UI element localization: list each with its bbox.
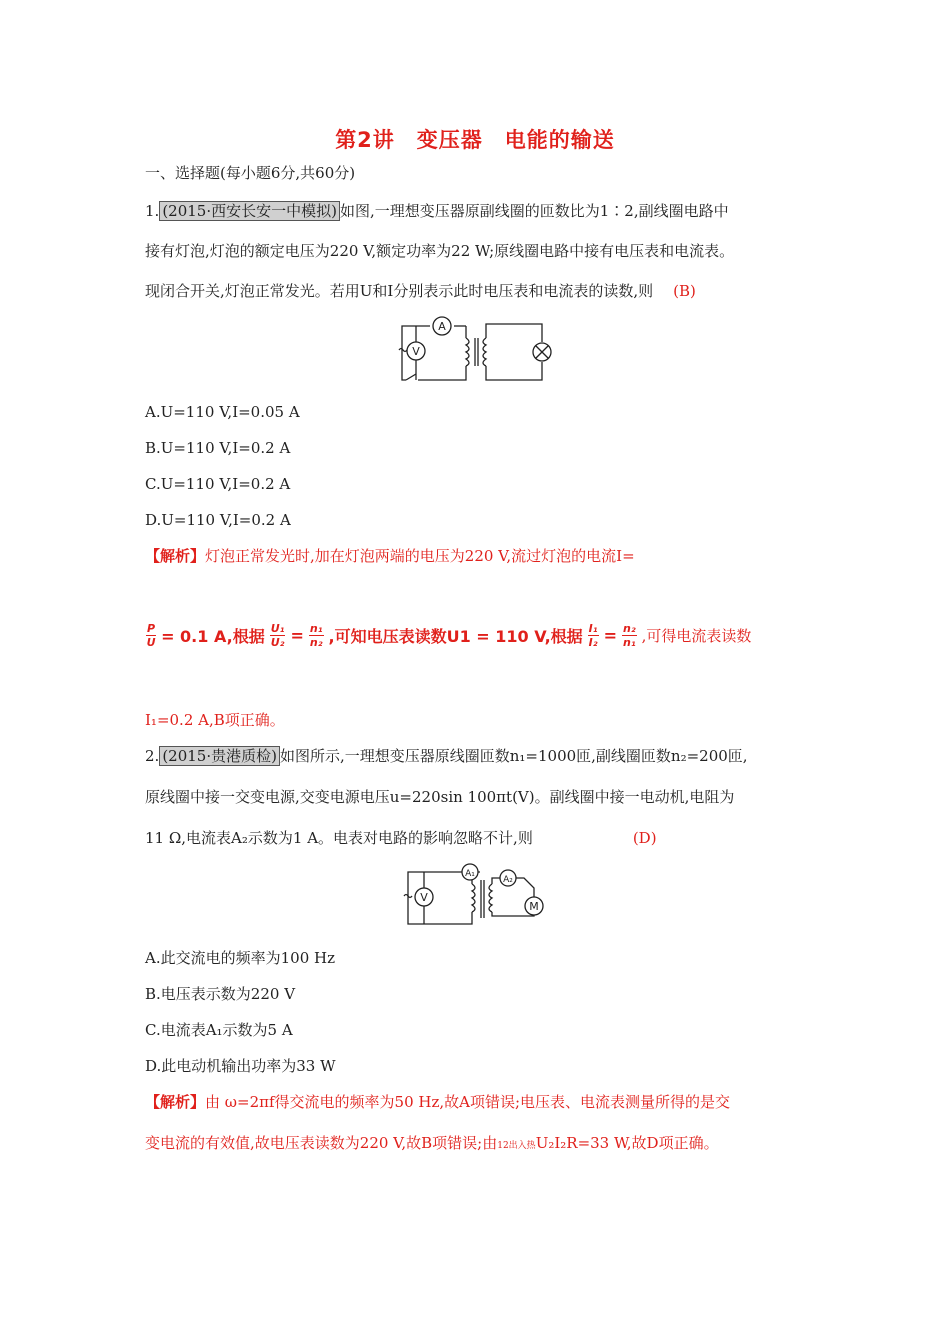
- q1-line2: 接有灯泡,灯泡的额定电压为220 V,额定功率为22 W;原线圈电路中接有电压表和电流表。: [145, 242, 735, 260]
- q1-formula: [143, 622, 753, 649]
- q2-option-b: B.电压表示数为220 V: [145, 985, 296, 1003]
- q1-circuit-diagram: [392, 312, 554, 384]
- q1-line1: [145, 201, 729, 221]
- q2-analysis-label: 【解析】: [145, 1093, 206, 1111]
- q1-voltmeter-label: V: [412, 345, 420, 358]
- q1-analysis-line3: I₁=0.2 A,B项正确。: [145, 711, 285, 729]
- q2-motor-label: M: [529, 900, 539, 913]
- q2-analysis-text1: 由 ω=2πf得交流电的频率为50 Hz,故A项错误;电压表、电流表测量所得的是交: [205, 1093, 731, 1111]
- q1-text1: 如图,一理想变压器原副线圈的匝数比为1∶2,副线圈电路中: [339, 202, 729, 220]
- q1-source-tag: (2015·西安长安一中模拟): [159, 201, 340, 221]
- q1-line3: [145, 281, 696, 301]
- q2-text3: 11 Ω,电流表A₂示数为1 A。电表对电路的影响忽略不计,则: [145, 829, 533, 847]
- q1-formula-text5: ,可得电流表读数: [641, 627, 752, 645]
- q1-option-a: A.U=110 V,I=0.05 A: [145, 403, 300, 421]
- q2-line3: [145, 828, 657, 848]
- q2-text1: 如图所示,一理想变压器原线圈匝数n₁=1000匝,副线圈匝数n₂=200匝,: [279, 747, 748, 765]
- q1-formula-text4: =: [603, 626, 617, 645]
- q2-option-a: A.此交流电的频率为100 Hz: [145, 949, 335, 967]
- q1-analysis-line1: [145, 546, 635, 566]
- q1-option-c: C.U=110 V,I=0.2 A: [145, 475, 291, 493]
- q2-source-tag: (2015·贵港质检): [159, 746, 280, 766]
- q1-text3: 现闭合开关,灯泡正常发光。若用U和I分别表示此时电压表和电流表的读数,则: [145, 282, 654, 300]
- q1-frac-p-u: $\frac{P}{U}$: [146, 622, 156, 649]
- q1-frac-n2-n1: $\frac{\text{n₂}}{\text{n₁}}$: [622, 622, 636, 649]
- q1-analysis-label: 【解析】: [145, 547, 206, 565]
- q1-number: 1.: [145, 202, 160, 220]
- q2-line1: [145, 746, 748, 766]
- q1-formula-text3: ,可知电压表读数U1 = 110 V,根据: [328, 627, 583, 646]
- section-heading: 一、选择题(每小题6分,共60分): [145, 164, 356, 182]
- q1-ammeter-label: A: [438, 320, 446, 333]
- q1-formula-text1: = 0.1 A,根据: [161, 627, 265, 646]
- q1-frac-n1-n2: $\frac{\text{n₁}}{\text{n₂}}$: [309, 622, 323, 649]
- q2-analysis-line1: [145, 1092, 730, 1112]
- q2-option-c: C.电流表A₁示数为5 A: [145, 1021, 293, 1039]
- q1-option-b: B.U=110 V,I=0.2 A: [145, 439, 291, 457]
- q1-analysis-text1: 灯泡正常发光时,加在灯泡两端的电压为220 V,流过灯泡的电流I=: [205, 547, 635, 565]
- q1-answer: (B): [673, 282, 696, 300]
- q2-option-d: D.此电动机输出功率为33 W: [145, 1057, 336, 1075]
- q1-frac-u1-u2: $\frac{\text{U₁}}{\text{U₂}}$: [270, 622, 285, 649]
- q2-analysis-small: 12出入热: [497, 1141, 536, 1151]
- q2-answer: (D): [632, 829, 657, 847]
- q2-a2-label: A₂: [503, 875, 513, 885]
- q1-option-d: D.U=110 V,I=0.2 A: [145, 511, 291, 529]
- q1-formula-text2: =: [290, 626, 304, 645]
- q2-analysis-text2-end: U₂I₂R=33 W,故D项正确。: [535, 1134, 719, 1152]
- q2-a1-label: A₁: [465, 869, 475, 879]
- q1-frac-i1-i2: $\frac{\text{I₁}}{\text{I₂}}$: [588, 622, 598, 649]
- q2-analysis-text2: 变电流的有效值,故电压表读数为220 V,故B项错误;由: [145, 1134, 498, 1152]
- q2-analysis-line2: [145, 1133, 719, 1156]
- q2-circuit-diagram: [400, 860, 550, 932]
- q2-line2: 原线圈中接一交变电源,交变电源电压u=220sin 100πt(V)。副线圈中接一电动机,电阻为: [145, 788, 735, 806]
- q2-number: 2.: [145, 747, 160, 765]
- page-title: 第2讲 变压器 电能的输送: [335, 128, 615, 152]
- q2-voltmeter-label: V: [420, 891, 428, 904]
